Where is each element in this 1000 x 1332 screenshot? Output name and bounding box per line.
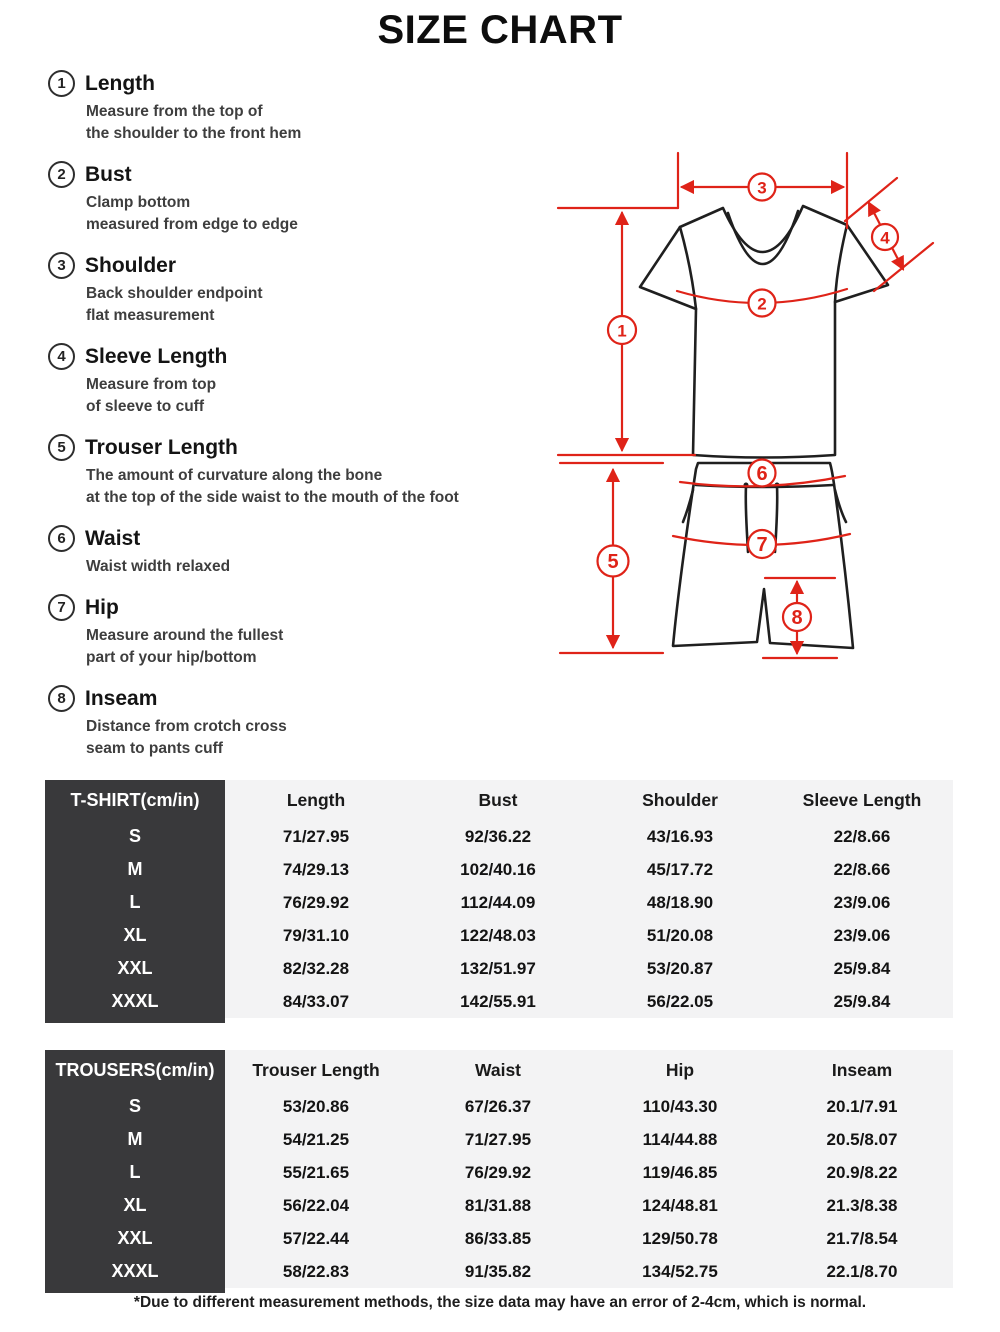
column-header-bust: Bust (478, 789, 518, 810)
measurement-desc-line-1: Clamp bottom (86, 194, 191, 211)
size-cell: M (127, 859, 143, 879)
size-cell: S (128, 826, 141, 846)
value-cell-shoulder: 51/20.08 (646, 925, 714, 945)
value-cell-sleeve-length: 22/8.66 (833, 859, 891, 879)
value-cell-hip: 119/46.85 (642, 1162, 718, 1182)
measurement-label: Trouser Length (85, 435, 238, 459)
size-cell: XXL (117, 1228, 153, 1248)
measurement-item (48, 252, 608, 327)
measurement-number-badge: 2 (48, 161, 75, 188)
tshirt-drawing-icon (640, 206, 888, 458)
measurement-label: Inseam (85, 686, 158, 710)
value-cell-length: 74/29.13 (282, 859, 350, 879)
measurement-desc-line-1: The amount of curvature along the bone (86, 467, 383, 484)
callout-5: 5 (607, 551, 619, 573)
measurement-number-badge: 3 (48, 252, 75, 279)
value-cell-sleeve-length: 25/9.84 (833, 958, 891, 978)
size-cell: XXXL (111, 991, 159, 1011)
column-header-hip: Hip (665, 1059, 695, 1080)
value-cell-hip: 114/44.88 (642, 1129, 718, 1149)
measurement-item (48, 594, 608, 669)
value-cell-shoulder: 53/20.87 (646, 958, 714, 978)
measurement-item (48, 434, 608, 509)
measurement-description (86, 192, 608, 236)
size-cell: S (128, 1096, 141, 1116)
measurement-desc-line-2: seam to pants cuff (86, 740, 223, 757)
value-cell-length: 82/32.28 (282, 958, 350, 978)
measurement-desc-line-2: measured from edge to edge (86, 216, 298, 233)
trousers-table-rows (45, 1090, 953, 1288)
table-row (45, 820, 953, 853)
value-cell-sleeve-length: 23/9.06 (833, 925, 891, 945)
column-header-waist: Waist (474, 1059, 522, 1080)
size-cell: L (129, 1162, 141, 1182)
measurement-desc-line-2: at the top of the side waist to the mouth of the foot (86, 489, 459, 506)
value-cell-trouser-length: 57/22.44 (282, 1228, 350, 1248)
measurement-heading (48, 525, 608, 552)
measurement-desc-line-2: the shoulder to the front hem (86, 125, 302, 142)
value-cell-hip: 124/48.81 (642, 1195, 718, 1215)
measurement-description (86, 374, 608, 418)
value-cell-hip: 134/52.75 (642, 1261, 718, 1281)
value-cell-shoulder: 56/22.05 (646, 991, 714, 1011)
tshirt-size-table (45, 780, 953, 1018)
column-header-sleeve-length: Sleeve Length (802, 789, 922, 810)
table-row (45, 985, 953, 1018)
measurement-heading (48, 161, 608, 188)
value-cell-shoulder: 45/17.72 (646, 859, 714, 879)
callout-7: 7 (756, 534, 768, 556)
value-cell-waist: 76/29.92 (464, 1162, 532, 1182)
measurement-label: Length (85, 71, 155, 95)
column-header-shoulder: Shoulder (642, 789, 718, 810)
value-cell-hip: 129/50.78 (642, 1228, 718, 1248)
table-row (45, 1222, 953, 1255)
measurement-number-badge: 1 (48, 70, 75, 97)
value-cell-hip: 110/43.30 (642, 1096, 718, 1116)
table-row (45, 1090, 953, 1123)
measurement-item (48, 685, 608, 760)
measurement-description (86, 283, 608, 327)
callout-8: 8 (791, 607, 803, 629)
value-cell-sleeve-length: 25/9.84 (833, 991, 891, 1011)
table-row (45, 1189, 953, 1222)
value-cell-bust: 142/55.91 (460, 991, 536, 1011)
measurement-description (86, 625, 608, 669)
value-cell-waist: 67/26.37 (464, 1096, 532, 1116)
measurement-number-badge: 6 (48, 525, 75, 552)
callout-6: 6 (756, 463, 768, 485)
measurement-desc-line-1: Waist width relaxed (86, 558, 231, 575)
measurement-disclaimer: *Due to different measurement methods, the size data may have an error of 2-4cm, which is normal. (133, 1294, 867, 1311)
size-cell: XXXL (111, 1261, 159, 1281)
trousers-table-header-row (45, 1050, 953, 1090)
value-cell-trouser-length: 54/21.25 (282, 1129, 350, 1149)
measurement-number-badge: 5 (48, 434, 75, 461)
measurement-description (86, 716, 608, 760)
value-cell-trouser-length: 53/20.86 (282, 1096, 350, 1116)
table-row (45, 886, 953, 919)
callout-1: 1 (617, 321, 627, 341)
value-cell-waist: 91/35.82 (464, 1261, 532, 1281)
value-cell-length: 79/31.10 (282, 925, 350, 945)
value-cell-shoulder: 48/18.90 (646, 892, 714, 912)
tshirt-table-header-row (45, 780, 953, 820)
callout-2: 2 (757, 294, 767, 314)
callout-3: 3 (757, 178, 767, 198)
measurement-desc-line-2: of sleeve to cuff (86, 398, 204, 415)
measurement-desc-line-1: Back shoulder endpoint (86, 285, 263, 302)
value-cell-length: 71/27.95 (282, 826, 350, 846)
measurement-item (48, 161, 608, 236)
measurement-desc-line-1: Distance from crotch cross (86, 718, 287, 735)
column-header-inseam: Inseam (831, 1059, 893, 1080)
measurement-number-badge: 7 (48, 594, 75, 621)
value-cell-inseam: 22.1/8.70 (826, 1261, 898, 1281)
size-cell: XXL (117, 958, 153, 978)
measurement-desc-line-1: Measure from the top of (86, 103, 263, 120)
value-cell-bust: 92/36.22 (464, 826, 532, 846)
measurement-desc-line-2: part of your hip/bottom (86, 649, 257, 666)
value-cell-shoulder: 43/16.93 (646, 826, 714, 846)
measurement-description (86, 556, 608, 578)
measurement-definitions (48, 70, 608, 776)
table-row (45, 853, 953, 886)
value-cell-bust: 102/40.16 (460, 859, 536, 879)
measurement-label: Shoulder (85, 253, 177, 277)
measurement-label: Sleeve Length (85, 344, 228, 368)
table-row (45, 1123, 953, 1156)
value-cell-trouser-length: 56/22.04 (282, 1195, 350, 1215)
value-cell-waist: 86/33.85 (464, 1228, 532, 1248)
value-cell-bust: 112/44.09 (460, 892, 536, 912)
value-cell-inseam: 21.3/8.38 (826, 1195, 898, 1215)
measurement-desc-line-1: Measure from top (86, 376, 217, 393)
value-cell-length: 84/33.07 (282, 991, 350, 1011)
measure-trouser-length-lines (560, 463, 663, 653)
value-cell-sleeve-length: 23/9.06 (833, 892, 891, 912)
measurement-heading (48, 594, 608, 621)
measurement-heading (48, 685, 608, 712)
value-cell-waist: 81/31.88 (464, 1195, 532, 1215)
value-cell-trouser-length: 58/22.83 (282, 1261, 350, 1281)
trousers-size-table (45, 1050, 953, 1288)
size-cell: M (127, 1129, 143, 1149)
value-cell-bust: 122/48.03 (460, 925, 536, 945)
measurement-desc-line-1: Measure around the fullest (86, 627, 284, 644)
measurement-label: Hip (85, 595, 119, 619)
value-cell-length: 76/29.92 (282, 892, 350, 912)
size-cell: XL (123, 925, 147, 945)
value-cell-inseam: 20.1/7.91 (826, 1096, 898, 1116)
value-cell-waist: 71/27.95 (464, 1129, 532, 1149)
table-row (45, 1156, 953, 1189)
measurement-label: Bust (85, 162, 132, 186)
column-header-length: Length (286, 789, 346, 810)
table-row (45, 919, 953, 952)
column-header-trouser-length: Trouser Length (252, 1059, 380, 1080)
table-row (45, 952, 953, 985)
measurement-description (86, 101, 608, 145)
size-cell: L (129, 892, 141, 912)
measurement-item (48, 70, 608, 145)
measurement-item (48, 343, 608, 418)
measurement-heading (48, 434, 608, 461)
measurement-number-badge: 8 (48, 685, 75, 712)
table-row (45, 1255, 953, 1288)
measurement-description (86, 465, 608, 509)
measurement-item (48, 525, 608, 578)
measurement-heading (48, 70, 608, 97)
tshirt-table-rows (45, 820, 953, 1018)
size-cell: XL (123, 1195, 147, 1215)
value-cell-sleeve-length: 22/8.66 (833, 826, 891, 846)
measurement-label: Waist (85, 526, 141, 550)
page-title: SIZE CHART (377, 8, 623, 52)
value-cell-trouser-length: 55/21.65 (282, 1162, 350, 1182)
value-cell-inseam: 21.7/8.54 (826, 1228, 898, 1248)
value-cell-inseam: 20.9/8.22 (826, 1162, 898, 1182)
measurement-desc-line-2: flat measurement (86, 307, 215, 324)
value-cell-bust: 132/51.97 (460, 958, 536, 978)
callout-4: 4 (880, 228, 890, 248)
value-cell-inseam: 20.5/8.07 (826, 1129, 898, 1149)
tshirt-table-title: T-SHIRT(cm/in) (70, 789, 200, 810)
trousers-table-title: TROUSERS(cm/in) (55, 1059, 215, 1080)
measurement-heading (48, 252, 608, 279)
measurement-heading (48, 343, 608, 370)
garment-measurement-diagram (545, 140, 995, 700)
measurement-number-badge: 4 (48, 343, 75, 370)
